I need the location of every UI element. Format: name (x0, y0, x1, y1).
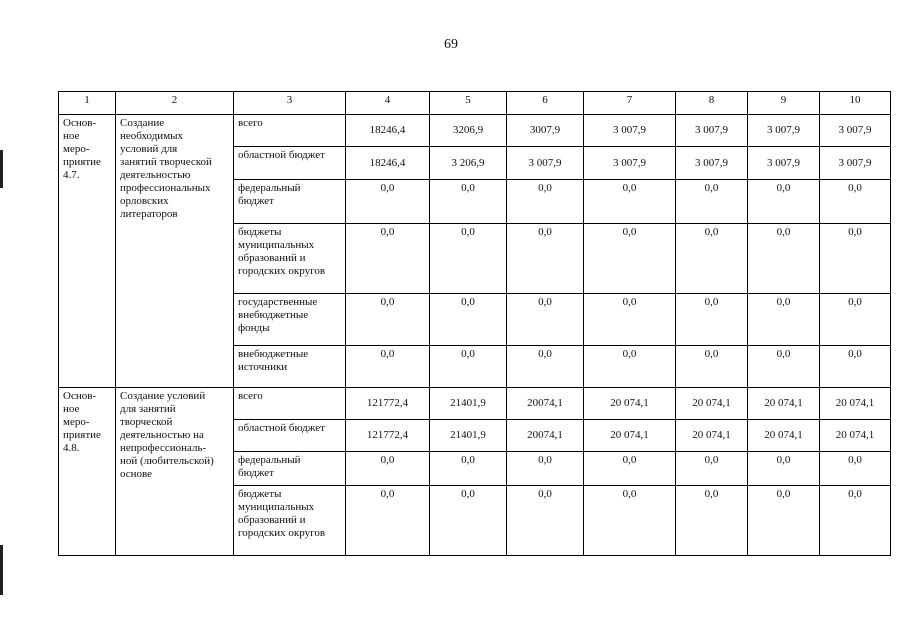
measure-code: Основ- ное меро- приятие 4.7. (59, 115, 116, 388)
amount-cell: 0,0 (676, 346, 748, 388)
funding-source: бюджеты муниципальных образований и городских округов (234, 486, 346, 556)
amount-cell: 20 074,1 (584, 388, 676, 420)
funding-source: всего (234, 115, 346, 147)
column-header: 3 (234, 92, 346, 115)
amount-cell: 3 007,9 (676, 147, 748, 180)
scan-edge-mark (0, 150, 3, 188)
amount-cell: 0,0 (346, 224, 430, 294)
amount-cell: 0,0 (820, 294, 891, 346)
amount-cell: 20 074,1 (748, 420, 820, 452)
page-number: 69 (444, 37, 458, 52)
funding-source: федеральный бюджет (234, 452, 346, 486)
amount-cell: 0,0 (430, 294, 507, 346)
amount-cell: 0,0 (820, 452, 891, 486)
amount-cell: 121772,4 (346, 420, 430, 452)
amount-cell: 0,0 (430, 180, 507, 224)
amount-cell: 0,0 (820, 180, 891, 224)
funding-source: областной бюджет (234, 147, 346, 180)
amount-cell: 0,0 (748, 452, 820, 486)
column-header: 2 (116, 92, 234, 115)
column-header: 9 (748, 92, 820, 115)
amount-cell: 3007,9 (507, 115, 584, 147)
funding-source: внебюджетные источники (234, 346, 346, 388)
table-row (59, 388, 891, 420)
amount-cell: 3 007,9 (820, 147, 891, 180)
amount-cell: 3 007,9 (507, 147, 584, 180)
scan-edge-mark (0, 545, 3, 595)
amount-cell: 3 007,9 (748, 115, 820, 147)
amount-cell: 0,0 (346, 346, 430, 388)
column-header: 1 (59, 92, 116, 115)
amount-cell: 0,0 (430, 346, 507, 388)
amount-cell: 0,0 (820, 346, 891, 388)
amount-cell: 3 007,9 (820, 115, 891, 147)
amount-cell: 0,0 (584, 486, 676, 556)
amount-cell: 0,0 (584, 452, 676, 486)
amount-cell: 0,0 (584, 180, 676, 224)
amount-cell: 0,0 (820, 224, 891, 294)
amount-cell: 121772,4 (346, 388, 430, 420)
amount-cell: 0,0 (748, 294, 820, 346)
amount-cell: 20 074,1 (748, 388, 820, 420)
amount-cell: 3 007,9 (748, 147, 820, 180)
amount-cell: 0,0 (346, 294, 430, 346)
amount-cell: 0,0 (507, 346, 584, 388)
measure-title: Создание условий для занятий творческой деятельностью на непрофессиональ- ной (любительской) основе (116, 388, 234, 556)
amount-cell: 0,0 (346, 486, 430, 556)
amount-cell: 0,0 (507, 452, 584, 486)
amount-cell: 3206,9 (430, 115, 507, 147)
amount-cell: 0,0 (430, 486, 507, 556)
column-header: 5 (430, 92, 507, 115)
amount-cell: 20 074,1 (676, 420, 748, 452)
amount-cell: 18246,4 (346, 147, 430, 180)
column-header: 10 (820, 92, 891, 115)
amount-cell: 0,0 (346, 452, 430, 486)
amount-cell: 0,0 (430, 452, 507, 486)
amount-cell: 18246,4 (346, 115, 430, 147)
funding-source: областной бюджет (234, 420, 346, 452)
amount-cell: 3 007,9 (676, 115, 748, 147)
amount-cell: 21401,9 (430, 420, 507, 452)
amount-cell: 20 074,1 (820, 388, 891, 420)
amount-cell: 0,0 (676, 452, 748, 486)
amount-cell: 0,0 (820, 486, 891, 556)
amount-cell: 0,0 (676, 224, 748, 294)
column-header: 4 (346, 92, 430, 115)
amount-cell: 0,0 (507, 180, 584, 224)
amount-cell: 0,0 (346, 180, 430, 224)
amount-cell: 0,0 (676, 180, 748, 224)
funding-source: бюджеты муниципальных образований и городских округов (234, 224, 346, 294)
column-header: 7 (584, 92, 676, 115)
measure-title: Создание необходимых условий для занятий творческой деятельностью профессиональных орловских литераторов (116, 115, 234, 388)
amount-cell: 0,0 (507, 486, 584, 556)
column-header: 8 (676, 92, 748, 115)
amount-cell: 0,0 (507, 294, 584, 346)
measure-code: Основ- ное меро- приятие 4.8. (59, 388, 116, 556)
amount-cell: 0,0 (676, 486, 748, 556)
amount-cell: 20 074,1 (584, 420, 676, 452)
amount-cell: 0,0 (748, 486, 820, 556)
funding-source: федеральный бюджет (234, 180, 346, 224)
column-header: 6 (507, 92, 584, 115)
amount-cell: 0,0 (507, 224, 584, 294)
amount-cell: 0,0 (584, 346, 676, 388)
amount-cell: 0,0 (748, 346, 820, 388)
amount-cell: 20 074,1 (676, 388, 748, 420)
funding-source: всего (234, 388, 346, 420)
amount-cell: 20 074,1 (820, 420, 891, 452)
amount-cell: 0,0 (584, 224, 676, 294)
amount-cell: 3 007,9 (584, 115, 676, 147)
amount-cell: 0,0 (584, 294, 676, 346)
amount-cell: 20074,1 (507, 420, 584, 452)
amount-cell: 3 206,9 (430, 147, 507, 180)
amount-cell: 0,0 (748, 180, 820, 224)
funding-source: государственные внебюджетные фонды (234, 294, 346, 346)
header-row (59, 92, 891, 115)
amount-cell: 0,0 (676, 294, 748, 346)
amount-cell: 0,0 (748, 224, 820, 294)
budget-table (58, 91, 891, 556)
amount-cell: 20074,1 (507, 388, 584, 420)
amount-cell: 21401,9 (430, 388, 507, 420)
amount-cell: 0,0 (430, 224, 507, 294)
table-row (59, 115, 891, 147)
amount-cell: 3 007,9 (584, 147, 676, 180)
